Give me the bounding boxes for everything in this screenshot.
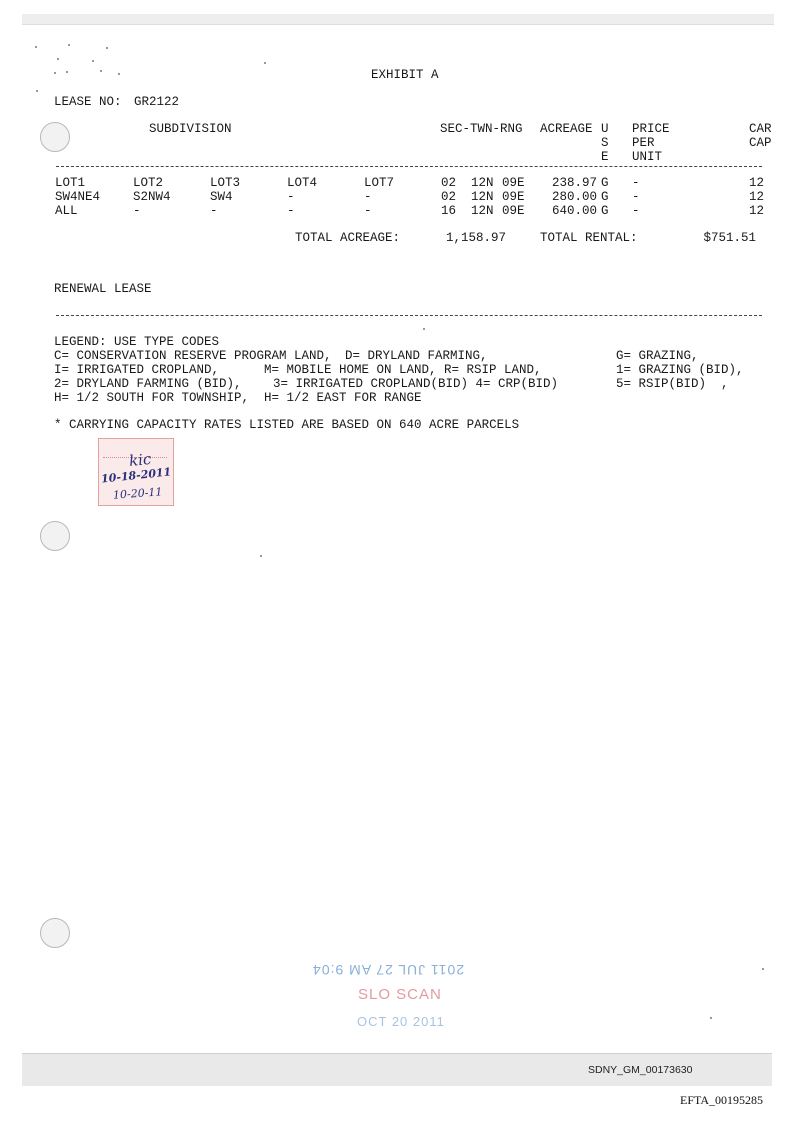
legend-code: 5= RSIP(BID) , <box>616 377 729 391</box>
efta-bates-number: EFTA_00195285 <box>680 1093 764 1107</box>
header-acreage: ACREAGE <box>540 122 593 136</box>
use-cell: G <box>601 176 609 190</box>
handwritten-initials: kic <box>128 449 153 471</box>
handwritten-date: 10-20-11 <box>112 485 163 502</box>
header-price-3: UNIT <box>632 150 663 164</box>
header-car-cap-1: CAR <box>749 122 772 136</box>
legend-code: 1= GRAZING (BID), <box>616 363 744 377</box>
legend-code: G= GRAZING, <box>616 349 699 363</box>
sec-cell: 02 <box>441 190 457 204</box>
lot-cell: SW4NE4 <box>55 190 101 204</box>
header-price-1: PRICE <box>632 122 670 136</box>
header-use-1: U <box>601 122 609 136</box>
header-subdivision: SUBDIVISION <box>149 122 232 136</box>
price-cell: - <box>632 176 640 190</box>
carrying-capacity-note: * CARRYING CAPACITY RATES LISTED ARE BASED ON 640 ACRE PARCELS <box>54 418 520 432</box>
header-price-2: PER <box>632 136 655 150</box>
scan-date-stamp: OCT 20 2011 <box>357 1014 445 1029</box>
car-cap-cell: 12 <box>748 204 764 218</box>
sec-cell: 02 <box>441 176 457 190</box>
twn-cell: 12N <box>471 176 494 190</box>
car-cap-cell: 12 <box>748 176 764 190</box>
scan-label: SLO SCAN <box>358 986 442 1003</box>
acreage-cell: 640.00 <box>551 204 597 218</box>
legend-code: 3= IRRIGATED CROPLAND(BID) 4= CRP(BID) <box>273 377 559 391</box>
lot-cell: - <box>287 204 295 218</box>
top-scan-bar <box>22 14 774 25</box>
total-rental-value: $751.51 <box>703 231 756 245</box>
header-use-2: S <box>601 136 609 150</box>
lot-cell: LOT3 <box>210 176 241 190</box>
header-sec-twn-rng: SEC-TWN-RNG <box>440 122 523 136</box>
rng-cell: 09E <box>502 176 525 190</box>
use-cell: G <box>601 190 609 204</box>
lease-no-label: LEASE NO: <box>54 95 122 109</box>
exhibit-title: EXHIBIT A <box>371 68 439 82</box>
rng-cell: 09E <box>502 190 525 204</box>
header-car-cap-2: CAP <box>749 136 772 150</box>
lot-cell: - <box>133 204 141 218</box>
rng-cell: 09E <box>502 204 525 218</box>
legend-code: M= MOBILE HOME ON LAND, R= RSIP LAND, <box>264 363 542 377</box>
lease-no-value: GR2122 <box>134 95 180 109</box>
punch-hole-bottom <box>40 918 70 948</box>
lot-cell: - <box>210 204 218 218</box>
twn-cell: 12N <box>471 204 494 218</box>
punch-hole-top <box>40 122 70 152</box>
footer-bar <box>22 1053 772 1086</box>
acreage-cell: 238.97 <box>551 176 597 190</box>
lot-cell: LOT1 <box>55 176 86 190</box>
total-acreage-label: TOTAL ACREAGE: <box>295 231 401 245</box>
twn-cell: 12N <box>471 190 494 204</box>
total-acreage-value: 1,158.97 <box>446 231 507 245</box>
legend-code: 2= DRYLAND FARMING (BID), <box>54 377 242 391</box>
lot-cell: S2NW4 <box>133 190 171 204</box>
lot-cell: LOT2 <box>133 176 164 190</box>
legend-code: H= 1/2 SOUTH FOR TOWNSHIP, <box>54 391 250 405</box>
legend-code: H= 1/2 EAST FOR RANGE <box>264 391 422 405</box>
lot-cell: SW4 <box>210 190 233 204</box>
lot-cell: - <box>364 204 372 218</box>
use-cell: G <box>601 204 609 218</box>
lot-cell: - <box>287 190 295 204</box>
renewal-lease-label: RENEWAL LEASE <box>54 282 152 296</box>
header-divider <box>56 166 762 167</box>
total-rental-label: TOTAL RENTAL: <box>540 231 638 245</box>
sdny-bates-number: SDNY_GM_00173630 <box>588 1064 693 1076</box>
lot-cell: - <box>364 190 372 204</box>
handwritten-date: 10-18-2011 <box>100 465 172 486</box>
scan-received-stamp: 2011 JUL 27 AM 9:04 <box>312 962 465 978</box>
acreage-cell: 280.00 <box>551 190 597 204</box>
price-cell: - <box>632 204 640 218</box>
legend-code: C= CONSERVATION RESERVE PROGRAM LAND, <box>54 349 332 363</box>
header-use-3: E <box>601 150 609 164</box>
punch-hole-middle <box>40 521 70 551</box>
legend-code: D= DRYLAND FARMING, <box>345 349 488 363</box>
legend-title: LEGEND: USE TYPE CODES <box>54 335 220 349</box>
lot-cell: LOT7 <box>364 176 395 190</box>
price-cell: - <box>632 190 640 204</box>
lot-cell: LOT4 <box>287 176 318 190</box>
approval-stamp <box>98 438 174 506</box>
renewal-divider <box>56 315 762 316</box>
lot-cell: ALL <box>55 204 78 218</box>
legend-code: I= IRRIGATED CROPLAND, <box>54 363 220 377</box>
car-cap-cell: 12 <box>748 190 764 204</box>
sec-cell: 16 <box>441 204 457 218</box>
